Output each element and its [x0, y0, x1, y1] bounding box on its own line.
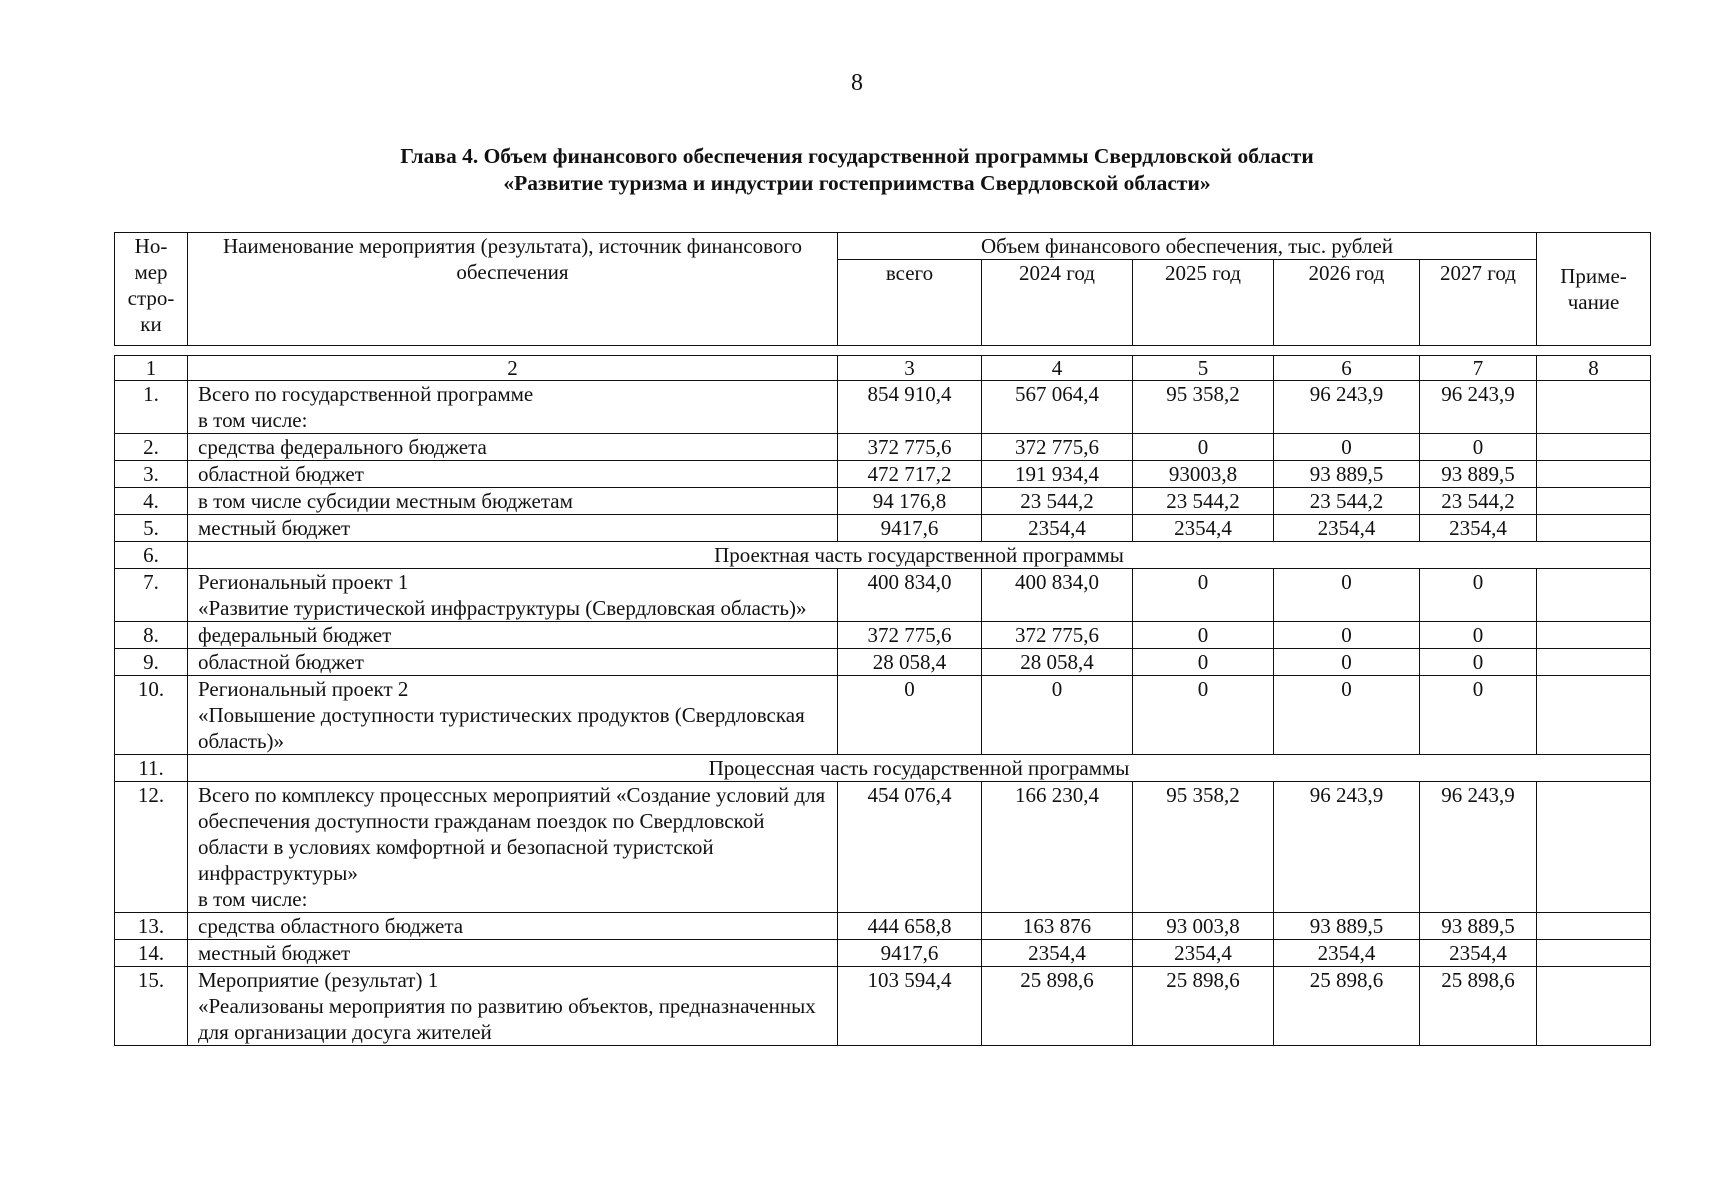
column-index-cell: 4 [982, 356, 1133, 381]
value-total: 28 058,4 [838, 649, 982, 676]
row-name: областной бюджет [188, 649, 838, 676]
column-index-cell: 8 [1537, 356, 1651, 381]
table-row [115, 434, 1651, 461]
row-number: 4. [115, 488, 188, 515]
table-row [115, 381, 1651, 434]
value-2027: 96 243,9 [1420, 381, 1537, 434]
value-2025: 0 [1133, 649, 1274, 676]
value-total: 472 717,2 [838, 461, 982, 488]
page-number: 8 [851, 70, 863, 96]
value-2027: 93 889,5 [1420, 461, 1537, 488]
chapter-title [120, 143, 1594, 197]
value-note [1537, 940, 1651, 967]
value-total: 400 834,0 [838, 569, 982, 622]
value-2027: 0 [1420, 569, 1537, 622]
value-2027: 23 544,2 [1420, 488, 1537, 515]
value-2027: 96 243,9 [1420, 782, 1537, 913]
column-index-cell: 3 [838, 356, 982, 381]
value-2026: 96 243,9 [1274, 381, 1420, 434]
row-name: местный бюджет [188, 515, 838, 542]
value-2025: 23 544,2 [1133, 488, 1274, 515]
value-2024: 0 [982, 676, 1133, 755]
value-note [1537, 488, 1651, 515]
value-2027: 0 [1420, 676, 1537, 755]
table-row [115, 622, 1651, 649]
value-note [1537, 676, 1651, 755]
value-2026: 93 889,5 [1274, 461, 1420, 488]
value-note [1537, 622, 1651, 649]
header-row-number: Но- мер стро- ки [115, 233, 188, 346]
value-2026: 23 544,2 [1274, 488, 1420, 515]
value-2026: 0 [1274, 676, 1420, 755]
table-row [115, 569, 1651, 622]
value-total: 854 910,4 [838, 381, 982, 434]
row-number: 5. [115, 515, 188, 542]
value-2025: 95 358,2 [1133, 381, 1274, 434]
value-2026: 0 [1274, 434, 1420, 461]
value-2024: 567 064,4 [982, 381, 1133, 434]
header-note: Приме- чание [1537, 233, 1651, 346]
header-2025: 2025 год [1133, 260, 1274, 346]
value-2024: 372 775,6 [982, 434, 1133, 461]
value-2025: 0 [1133, 569, 1274, 622]
row-name: федеральный бюджет [188, 622, 838, 649]
chapter-title-line-2: «Развитие туризма и индустрии гостеприимства Свердловской области» [503, 171, 1211, 195]
chapter-title-line-1: Глава 4. Объем финансового обеспечения государственной программы Свердловской области [400, 144, 1314, 168]
value-2025: 0 [1133, 622, 1274, 649]
row-name: в том числе субсидии местным бюджетам [188, 488, 838, 515]
value-total: 454 076,4 [838, 782, 982, 913]
row-number: 11. [115, 755, 188, 782]
value-2027: 2354,4 [1420, 515, 1537, 542]
value-note [1537, 649, 1651, 676]
value-2024: 191 934,4 [982, 461, 1133, 488]
value-2024: 372 775,6 [982, 622, 1133, 649]
row-number: 13. [115, 913, 188, 940]
table-row [115, 515, 1651, 542]
value-2025: 2354,4 [1133, 940, 1274, 967]
value-2027: 2354,4 [1420, 940, 1537, 967]
row-name: средства федерального бюджета [188, 434, 838, 461]
row-number: 12. [115, 782, 188, 913]
value-2025: 25 898,6 [1133, 967, 1274, 1046]
row-number: 10. [115, 676, 188, 755]
row-name: Всего по комплексу процессных мероприятий «Создание условий для обеспечения доступности гражданам поездок по Свердловской области в условиях комфортной и безопасной туристской инфраструктуры» в том числе: [188, 782, 838, 913]
header-name: Наименование мероприятия (результата), источник финансового обеспечения [188, 233, 838, 346]
row-number: 3. [115, 461, 188, 488]
value-note [1537, 782, 1651, 913]
row-name: средства областного бюджета [188, 913, 838, 940]
value-2024: 28 058,4 [982, 649, 1133, 676]
value-2025: 95 358,2 [1133, 782, 1274, 913]
row-name: местный бюджет [188, 940, 838, 967]
value-2027: 0 [1420, 622, 1537, 649]
section-heading: Процессная часть государственной программы [188, 755, 1651, 782]
value-total: 372 775,6 [838, 434, 982, 461]
table-row [115, 649, 1651, 676]
header-financing-volume: Объем финансового обеспечения, тыс. рублей [838, 233, 1537, 260]
column-index-cell: 1 [115, 356, 188, 381]
row-number: 6. [115, 542, 188, 569]
value-2026: 0 [1274, 649, 1420, 676]
row-number: 7. [115, 569, 188, 622]
value-note [1537, 515, 1651, 542]
value-total: 444 658,8 [838, 913, 982, 940]
value-2025: 0 [1133, 676, 1274, 755]
header-2024: 2024 год [982, 260, 1133, 346]
table-header [114, 232, 1651, 346]
value-total: 9417,6 [838, 515, 982, 542]
value-2024: 166 230,4 [982, 782, 1133, 913]
value-total: 0 [838, 676, 982, 755]
value-note [1537, 434, 1651, 461]
table-row [115, 782, 1651, 913]
value-total: 9417,6 [838, 940, 982, 967]
value-note [1537, 381, 1651, 434]
table-row [115, 542, 1651, 569]
row-name: Мероприятие (результат) 1 «Реализованы мероприятия по развитию объектов, предназначенных для организации досуга жителей [188, 967, 838, 1046]
header-2027: 2027 год [1420, 260, 1537, 346]
value-2025: 2354,4 [1133, 515, 1274, 542]
value-total: 103 594,4 [838, 967, 982, 1046]
header-2026: 2026 год [1274, 260, 1420, 346]
value-note [1537, 913, 1651, 940]
table-row [115, 913, 1651, 940]
table-row [115, 488, 1651, 515]
value-total: 372 775,6 [838, 622, 982, 649]
table-row [115, 461, 1651, 488]
row-number: 2. [115, 434, 188, 461]
row-name: областной бюджет [188, 461, 838, 488]
column-index-cell: 7 [1420, 356, 1537, 381]
value-2024: 23 544,2 [982, 488, 1133, 515]
value-2026: 93 889,5 [1274, 913, 1420, 940]
value-2024: 25 898,6 [982, 967, 1133, 1046]
value-2026: 2354,4 [1274, 940, 1420, 967]
value-total: 94 176,8 [838, 488, 982, 515]
header-total: всего [838, 260, 982, 346]
row-name: Региональный проект 1 «Развитие туристической инфраструктуры (Свердловская область)» [188, 569, 838, 622]
table-row [115, 967, 1651, 1046]
financing-table [114, 355, 1651, 1046]
value-2026: 0 [1274, 569, 1420, 622]
row-name: Всего по государственной программе в том числе: [188, 381, 838, 434]
table-row [115, 676, 1651, 755]
column-index-row [115, 356, 1651, 381]
value-2026: 0 [1274, 622, 1420, 649]
value-2026: 96 243,9 [1274, 782, 1420, 913]
value-note [1537, 461, 1651, 488]
value-note [1537, 967, 1651, 1046]
value-2027: 93 889,5 [1420, 913, 1537, 940]
table-row [115, 940, 1651, 967]
column-index-cell: 2 [188, 356, 838, 381]
column-index-cell: 5 [1133, 356, 1274, 381]
table-row [115, 755, 1651, 782]
column-index-cell: 6 [1274, 356, 1420, 381]
value-2025: 93003,8 [1133, 461, 1274, 488]
row-number: 8. [115, 622, 188, 649]
value-2026: 2354,4 [1274, 515, 1420, 542]
value-note [1537, 569, 1651, 622]
row-name: Региональный проект 2 «Повышение доступности туристических продуктов (Свердловская область)» [188, 676, 838, 755]
value-2025: 93 003,8 [1133, 913, 1274, 940]
value-2024: 400 834,0 [982, 569, 1133, 622]
value-2024: 2354,4 [982, 515, 1133, 542]
row-number: 14. [115, 940, 188, 967]
row-number: 9. [115, 649, 188, 676]
value-2026: 25 898,6 [1274, 967, 1420, 1046]
value-2027: 0 [1420, 649, 1537, 676]
value-2024: 163 876 [982, 913, 1133, 940]
value-2027: 25 898,6 [1420, 967, 1537, 1046]
row-number: 15. [115, 967, 188, 1046]
section-heading: Проектная часть государственной программы [188, 542, 1651, 569]
value-2024: 2354,4 [982, 940, 1133, 967]
value-2027: 0 [1420, 434, 1537, 461]
row-number: 1. [115, 381, 188, 434]
value-2025: 0 [1133, 434, 1274, 461]
